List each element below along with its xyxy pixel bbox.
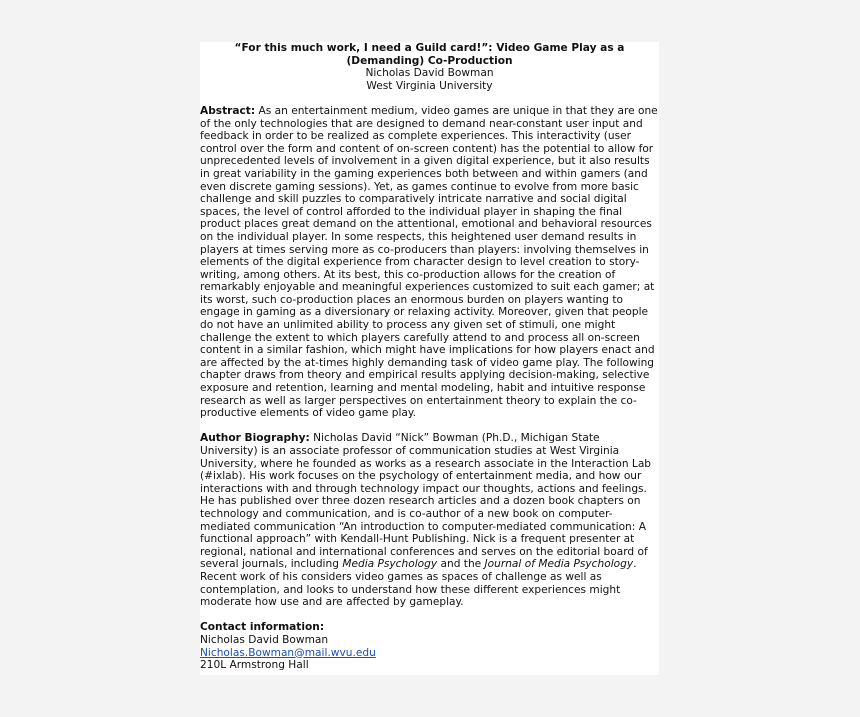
document-content [200, 42, 659, 672]
contact-email-row [200, 647, 659, 660]
biography-conjunction: and the [437, 558, 485, 571]
author-name: Nicholas David Bowman [365, 67, 494, 80]
biography-text-part-1: Nicholas David “Nick” Bowman (Ph.D., Michigan State University) is an associate professor of communication studies at West Virginia University, where he founded as works as a research associate in the Interaction Lab (#ixlab). His work focuses on the psychology of entertainment media, and how our interactions with and through technology impact our thoughts, actions and feelings. He has published over three dozen research articles and a dozen book chapters on technology and communication, and is co-author of a new book on computer-mediated communication “An introduction to computer-mediated communication: A functional approach” with Kendall-Hunt Publishing. Nick is a frequent presenter at regional, national and international conferences and serves on the editorial board of several journals, including [200, 432, 652, 571]
contact-label: Contact information: [200, 621, 325, 634]
abstract-section [200, 105, 659, 420]
contact-name: Nicholas David Bowman [200, 633, 329, 646]
biography-section [200, 432, 659, 608]
biography-label: Author Biography: [200, 432, 310, 445]
journal-name-journal-of-media-psychology: Journal of Media Psychology [484, 558, 634, 571]
biography-text-part-2: . Recent work of his considers video games as spaces of challenge as well as contemplation, and looks to understand how these different experiences might moderate how use and are affected by gameplay. [200, 558, 637, 609]
journal-name-media-psychology: Media Psychology [342, 558, 438, 571]
author-affiliation: West Virginia University [366, 79, 493, 92]
spacer [200, 420, 659, 433]
abstract-label: Abstract: [200, 104, 256, 117]
spacer [200, 609, 659, 622]
contact-office: 210L Armstrong Hall [200, 659, 309, 672]
contact-email-link[interactable]: Nicholas.Bowman@mail.wvu.edu [200, 646, 376, 659]
document-page [200, 42, 659, 675]
abstract-text: As an entertainment medium, video games are unique in that they are one of the only technologies that are designed to demand near-constant user input and feedback in order to be realized as complete experiences. This interactivity (user control over the form and content of on-screen content) has the potential to allow for unprecedented levels of involvement in a given digital experience, but it also results in great variability in the gaming experiences both between and within gamers (and even discrete gaming sessions). Yet, as games continue to evolve from more basic challenge and skill puzzles to comparatively intricate narrative and social digital spaces, the level of control afforded to the individual player in shaping the final product places great demand on the attentional, emotional and behavioral resources on the individual player. In some respects, this heightened user demand results in players at times serving more as co-producers than players: involving themselves in elements of the digital experience from character design to level creation to story-writing, among others. At its best, this co-production allows for the creation of remarkably enjoyable and meaningful experiences customized to suit each gamer; at its worst, such co-production places an enormous burden on players wanting to engage in gaming as a diversionary or relaxing activity. Moreover, given that people do not have an unlimited ability to process any given set of stimuli, one might challenge the extent to which players carefully attend to and process all on-screen content in a similar fashion, which might have implications for how players enact and are affected by the at-times highly demanding task of video game play. The following chapter draws from theory and empirical results applying decision-making, selective exposure and retention, learning and mental modeling, habit and intuitive response research as well as larger perspectives on entertainment theory to explain the co-productive elements of video game play. [200, 104, 658, 420]
paper-title: “For this much work, I need a Guild card!”: Video Game Play as a (Demanding) Co-Production [234, 42, 625, 67]
spacer [200, 92, 659, 105]
